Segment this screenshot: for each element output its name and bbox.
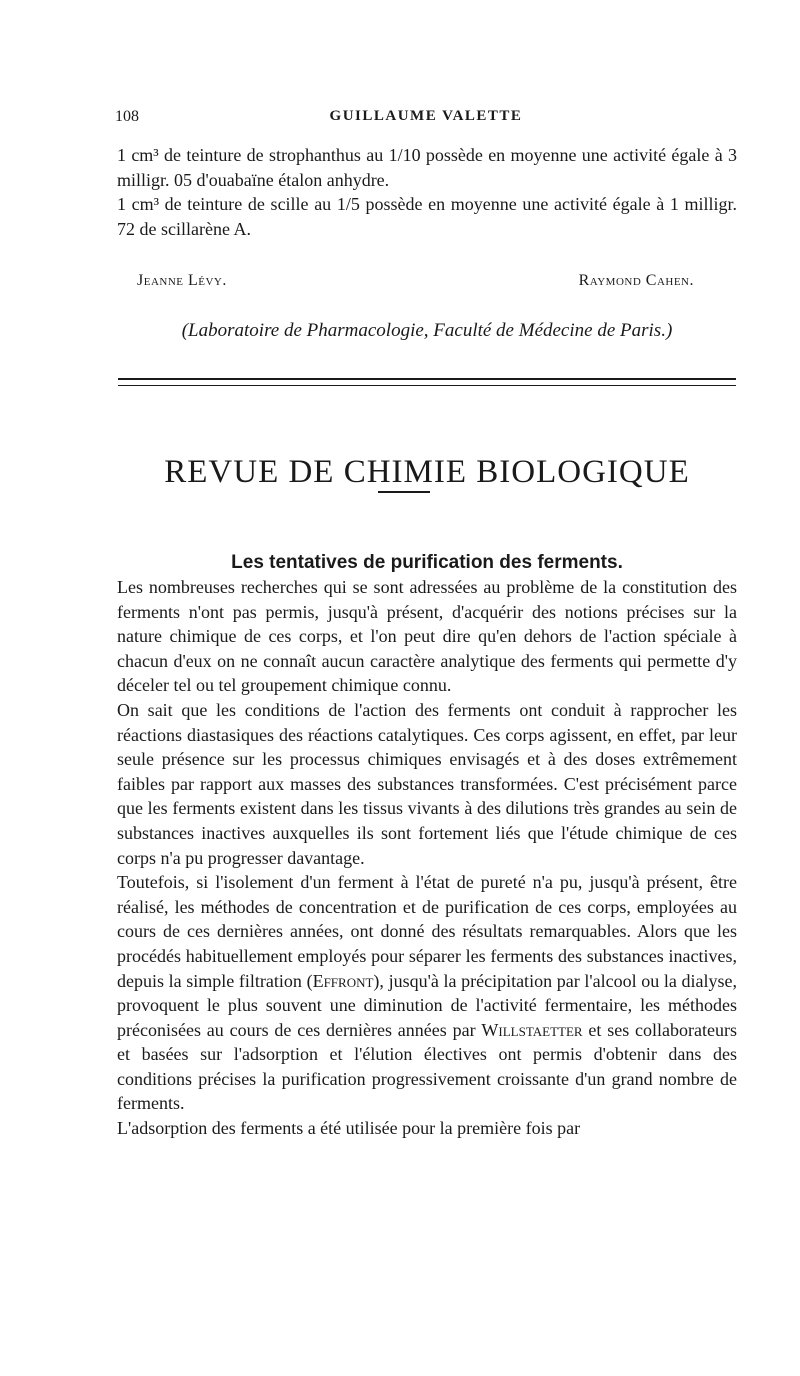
- body-paragraph: On sait que les conditions de l'action des ferments ont conduit à rapprocher les réactions diastasiques des réactions catalytiques. Ces corps agissent, en effet, par leur seule présence sur les processus chimiques envisagés et à des doses extrêmement faibles par rapport aux masses des substances transformées. C'est précisément parce que les ferments existent dans les tissus vivants à des dilutions très grandes au sein de substances inactives auxquelles ils sont fortement liés que l'étude chimique de ces corps n'a pu progresser davantage.: [117, 699, 737, 868]
- intro-text: [117, 143, 737, 241]
- body-paragraph: L'adsorption des ferments a été utilisée pour la première fois par: [117, 1118, 581, 1139]
- paragraph-text: Toutefois, si l'isolement d'un ferment à l'état de pureté n'a pu, jusqu'à présent, être réalisé, les méthodes de concentration et de purification de ces corps, employées au cours de ces dernières années, ont donné des résultats remarquables. Alors que les procédés habituellement employés pour séparer les ferments des substances inactives, depuis la simple filtration (: [117, 872, 737, 991]
- running-title: GUILLAUME VALETTE: [329, 108, 523, 124]
- body-paragraph: [117, 870, 737, 1116]
- intro-paragraph: 1 cm³ de teinture de strophanthus au 1/10 possède en moyenne une activité égale à 3 milligr. 05 d'ouabaïne étalon anhydre.: [117, 145, 737, 190]
- title-underline: [378, 491, 430, 493]
- authors: [117, 272, 737, 298]
- body-paragraph: Les nombreuses recherches qui se sont adressées au problème de la constitution des ferments n'ont pas permis, jusqu'à présent, d'acquérir des notions précises sur la nature chimique de ces corps, et l'on peut dire qu'en dehors de l'action spéciale à chacun d'eux on ne connaît aucun caractère analytique des ferments qui permette d'y déceler tel ou tel groupement chimique connu.: [117, 577, 737, 696]
- intro-paragraph: 1 cm³ de teinture de scille au 1/5 possède en moyenne une activité égale à 1 milligr. 72 de scillarène A.: [117, 194, 737, 239]
- paragraph-text: et ses collaborateurs et basées sur l'adsorption et l'élution électives ont permis d'obtenir dans des conditions précises la purification progressivement croissante d'un grand nombre de ferments.: [117, 1019, 737, 1114]
- article-title: Les tentatives de purification des ferments.: [231, 551, 623, 573]
- page-number: 108: [115, 108, 139, 125]
- cited-author: Willstaetter: [481, 1019, 583, 1040]
- running-head: [115, 108, 737, 130]
- author-name: Raymond Cahen.: [578, 272, 694, 289]
- section-title: REVUE DE CHIMIE BIOLOGIQUE: [164, 454, 690, 491]
- article-body: [117, 575, 737, 1141]
- affiliation: (Laboratoire de Pharmacologie, Faculté de Médecine de Paris.): [181, 320, 673, 341]
- section-divider: [118, 378, 736, 386]
- author-name: Jeanne Lévy.: [137, 272, 227, 289]
- cited-author: Effront: [312, 970, 374, 991]
- paragraph-text: ), jusqu'à la précipitation par l'alcool ou la dialyse, provoquent le plus souvent une diminution de l'activité fermentaire, les méthodes préconisées au cours de ces dernières années par: [117, 970, 738, 1040]
